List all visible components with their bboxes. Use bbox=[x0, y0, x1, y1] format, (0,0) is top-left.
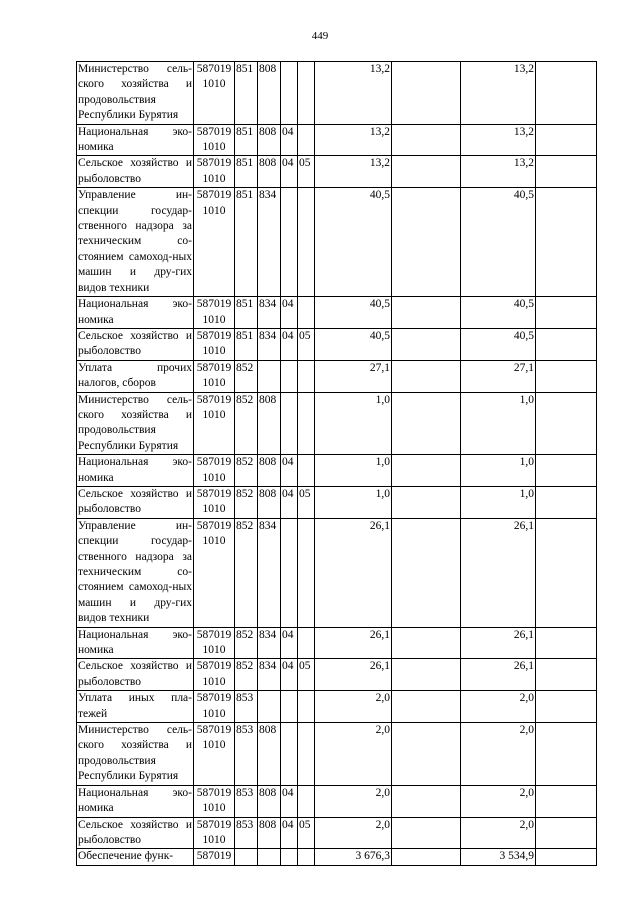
row-empty-cell bbox=[392, 297, 461, 329]
row-code-cell: 587019 1010 bbox=[194, 328, 235, 360]
row-amount2-cell: 13,2 bbox=[461, 62, 536, 125]
table-row bbox=[77, 392, 597, 455]
row-vr-cell: 851 bbox=[235, 62, 258, 125]
row-amount2-cell: 27,1 bbox=[461, 360, 536, 392]
budget-table-body bbox=[77, 62, 597, 866]
row-name-cell: Управление ин-спекции государ-ственного надзора за техническим со-стоянием самоход-ных машин и дру-гих видов техники bbox=[77, 188, 194, 297]
row-code-cell: 587019 1010 bbox=[194, 518, 235, 627]
row-empty-cell bbox=[536, 156, 597, 188]
row-empty-cell bbox=[392, 785, 461, 817]
row-gr-cell bbox=[258, 360, 281, 392]
row-pr-cell bbox=[298, 455, 315, 487]
row-amount2-cell: 40,5 bbox=[461, 328, 536, 360]
row-name-cell: Уплата иных пла-тежей bbox=[77, 691, 194, 723]
row-code-cell: 587019 1010 bbox=[194, 691, 235, 723]
row-name-cell: Сельское хозяйство и рыболовство bbox=[77, 817, 194, 849]
row-empty-cell bbox=[392, 486, 461, 518]
row-amount2-cell: 1,0 bbox=[461, 455, 536, 487]
row-empty-cell bbox=[536, 817, 597, 849]
row-rz-cell bbox=[281, 849, 298, 865]
row-rz-cell bbox=[281, 691, 298, 723]
row-empty-cell bbox=[536, 691, 597, 723]
row-name-cell: Национальная эко-номика bbox=[77, 627, 194, 659]
table-row bbox=[77, 627, 597, 659]
row-vr-cell: 852 bbox=[235, 455, 258, 487]
row-code-cell: 587019 1010 bbox=[194, 156, 235, 188]
row-empty-cell bbox=[536, 188, 597, 297]
row-amount2-cell: 2,0 bbox=[461, 785, 536, 817]
row-gr-cell: 808 bbox=[258, 455, 281, 487]
row-name-cell: Национальная эко-номика bbox=[77, 455, 194, 487]
row-amount1-cell: 1,0 bbox=[315, 486, 392, 518]
row-gr-cell: 834 bbox=[258, 188, 281, 297]
row-empty-cell bbox=[392, 518, 461, 627]
row-gr-cell: 808 bbox=[258, 486, 281, 518]
row-rz-cell: 04 bbox=[281, 328, 298, 360]
row-pr-cell bbox=[298, 691, 315, 723]
row-amount2-cell: 26,1 bbox=[461, 518, 536, 627]
row-pr-cell: 05 bbox=[298, 817, 315, 849]
table-row bbox=[77, 455, 597, 487]
row-vr-cell bbox=[235, 849, 258, 865]
row-name-cell: Сельское хозяйство и рыболовство bbox=[77, 659, 194, 691]
row-name-cell: Сельское хозяйство и рыболовство bbox=[77, 328, 194, 360]
row-rz-cell: 04 bbox=[281, 627, 298, 659]
row-vr-cell: 851 bbox=[235, 297, 258, 329]
row-gr-cell: 808 bbox=[258, 124, 281, 156]
row-name-cell: Национальная эко-номика bbox=[77, 785, 194, 817]
row-pr-cell bbox=[298, 188, 315, 297]
row-rz-cell: 04 bbox=[281, 124, 298, 156]
row-vr-cell: 851 bbox=[235, 328, 258, 360]
row-gr-cell: 834 bbox=[258, 297, 281, 329]
table-row bbox=[77, 62, 597, 125]
row-amount2-cell: 13,2 bbox=[461, 156, 536, 188]
row-code-cell: 587019 1010 bbox=[194, 297, 235, 329]
row-rz-cell: 04 bbox=[281, 156, 298, 188]
row-empty-cell bbox=[392, 817, 461, 849]
row-empty-cell bbox=[536, 723, 597, 786]
row-name-cell: Сельское хозяйство и рыболовство bbox=[77, 156, 194, 188]
row-amount2-cell: 40,5 bbox=[461, 297, 536, 329]
row-code-cell: 587019 1010 bbox=[194, 62, 235, 125]
row-gr-cell: 808 bbox=[258, 723, 281, 786]
row-empty-cell bbox=[536, 328, 597, 360]
row-vr-cell: 853 bbox=[235, 723, 258, 786]
row-pr-cell: 05 bbox=[298, 659, 315, 691]
row-amount2-cell: 26,1 bbox=[461, 627, 536, 659]
row-pr-cell: 05 bbox=[298, 486, 315, 518]
row-amount1-cell: 40,5 bbox=[315, 297, 392, 329]
row-name-cell: Уплата прочих налогов, сборов bbox=[77, 360, 194, 392]
row-amount1-cell: 1,0 bbox=[315, 392, 392, 455]
row-gr-cell: 808 bbox=[258, 156, 281, 188]
row-name-cell: Обеспечение функ- bbox=[77, 849, 194, 865]
row-amount2-cell: 26,1 bbox=[461, 659, 536, 691]
table-row bbox=[77, 156, 597, 188]
row-amount1-cell: 2,0 bbox=[315, 817, 392, 849]
row-code-cell: 587019 1010 bbox=[194, 188, 235, 297]
row-pr-cell bbox=[298, 723, 315, 786]
row-gr-cell: 834 bbox=[258, 659, 281, 691]
table-row bbox=[77, 785, 597, 817]
row-code-cell: 587019 1010 bbox=[194, 627, 235, 659]
row-rz-cell: 04 bbox=[281, 486, 298, 518]
row-amount1-cell: 2,0 bbox=[315, 785, 392, 817]
row-amount2-cell: 2,0 bbox=[461, 691, 536, 723]
table-row bbox=[77, 124, 597, 156]
row-gr-cell: 808 bbox=[258, 817, 281, 849]
row-empty-cell bbox=[392, 360, 461, 392]
table-row bbox=[77, 817, 597, 849]
row-gr-cell: 808 bbox=[258, 785, 281, 817]
row-gr-cell bbox=[258, 849, 281, 865]
row-code-cell: 587019 1010 bbox=[194, 455, 235, 487]
row-pr-cell bbox=[298, 297, 315, 329]
row-vr-cell: 851 bbox=[235, 124, 258, 156]
row-amount1-cell: 3 676,3 bbox=[315, 849, 392, 865]
row-vr-cell: 851 bbox=[235, 188, 258, 297]
page-number: 449 bbox=[311, 30, 329, 42]
row-amount1-cell: 26,1 bbox=[315, 518, 392, 627]
table-row bbox=[77, 188, 597, 297]
row-empty-cell bbox=[392, 188, 461, 297]
row-amount1-cell: 26,1 bbox=[315, 659, 392, 691]
row-empty-cell bbox=[536, 392, 597, 455]
row-name-cell: Национальная эко-номика bbox=[77, 124, 194, 156]
row-vr-cell: 852 bbox=[235, 486, 258, 518]
row-pr-cell bbox=[298, 627, 315, 659]
row-vr-cell: 851 bbox=[235, 156, 258, 188]
row-code-cell: 587019 1010 bbox=[194, 723, 235, 786]
row-code-cell: 587019 1010 bbox=[194, 124, 235, 156]
row-vr-cell: 852 bbox=[235, 627, 258, 659]
row-rz-cell: 04 bbox=[281, 817, 298, 849]
row-vr-cell: 852 bbox=[235, 518, 258, 627]
row-pr-cell bbox=[298, 62, 315, 125]
row-code-cell: 587019 bbox=[194, 849, 235, 865]
row-vr-cell: 853 bbox=[235, 817, 258, 849]
row-pr-cell bbox=[298, 518, 315, 627]
row-amount2-cell: 1,0 bbox=[461, 486, 536, 518]
table-row bbox=[77, 486, 597, 518]
row-pr-cell bbox=[298, 849, 315, 865]
table-row bbox=[77, 691, 597, 723]
row-name-cell: Министерство сель-ского хозяйства и продовольствия Республики Бурятия bbox=[77, 723, 194, 786]
row-gr-cell: 808 bbox=[258, 62, 281, 125]
row-empty-cell bbox=[536, 849, 597, 865]
row-pr-cell bbox=[298, 392, 315, 455]
row-empty-cell bbox=[392, 849, 461, 865]
row-empty-cell bbox=[392, 627, 461, 659]
row-code-cell: 587019 1010 bbox=[194, 817, 235, 849]
row-empty-cell bbox=[536, 486, 597, 518]
row-code-cell: 587019 1010 bbox=[194, 360, 235, 392]
row-vr-cell: 853 bbox=[235, 785, 258, 817]
row-name-cell: Национальная эко-номика bbox=[77, 297, 194, 329]
row-name-cell: Министерство сель-ского хозяйства и продовольствия Республики Бурятия bbox=[77, 62, 194, 125]
table-row bbox=[77, 723, 597, 786]
row-rz-cell: 04 bbox=[281, 785, 298, 817]
row-gr-cell bbox=[258, 691, 281, 723]
row-amount1-cell: 13,2 bbox=[315, 62, 392, 125]
row-empty-cell bbox=[392, 659, 461, 691]
row-amount2-cell: 1,0 bbox=[461, 392, 536, 455]
row-code-cell: 587019 1010 bbox=[194, 785, 235, 817]
table-row bbox=[77, 297, 597, 329]
table-row bbox=[77, 328, 597, 360]
row-empty-cell bbox=[536, 659, 597, 691]
row-rz-cell bbox=[281, 360, 298, 392]
row-empty-cell bbox=[536, 518, 597, 627]
row-vr-cell: 852 bbox=[235, 392, 258, 455]
row-name-cell: Управление ин-спекции государ-ственного надзора за техническим со-стоянием самоход-ных машин и дру-гих видов техники bbox=[77, 518, 194, 627]
row-amount1-cell: 1,0 bbox=[315, 455, 392, 487]
row-rz-cell: 04 bbox=[281, 297, 298, 329]
row-empty-cell bbox=[392, 328, 461, 360]
row-amount1-cell: 13,2 bbox=[315, 124, 392, 156]
row-empty-cell bbox=[392, 62, 461, 125]
budget-table bbox=[76, 61, 597, 866]
row-amount1-cell: 27,1 bbox=[315, 360, 392, 392]
row-pr-cell: 05 bbox=[298, 328, 315, 360]
row-rz-cell: 04 bbox=[281, 659, 298, 691]
table-row bbox=[77, 360, 597, 392]
row-empty-cell bbox=[392, 691, 461, 723]
row-amount2-cell: 13,2 bbox=[461, 124, 536, 156]
row-gr-cell: 808 bbox=[258, 392, 281, 455]
row-empty-cell bbox=[392, 156, 461, 188]
row-code-cell: 587019 1010 bbox=[194, 486, 235, 518]
row-empty-cell bbox=[536, 455, 597, 487]
row-pr-cell: 05 bbox=[298, 156, 315, 188]
row-rz-cell bbox=[281, 188, 298, 297]
table-row bbox=[77, 518, 597, 627]
row-empty-cell bbox=[392, 124, 461, 156]
row-empty-cell bbox=[392, 392, 461, 455]
row-gr-cell: 834 bbox=[258, 627, 281, 659]
row-gr-cell: 834 bbox=[258, 328, 281, 360]
row-amount2-cell: 40,5 bbox=[461, 188, 536, 297]
row-code-cell: 587019 1010 bbox=[194, 392, 235, 455]
row-amount2-cell: 3 534,9 bbox=[461, 849, 536, 865]
row-pr-cell bbox=[298, 785, 315, 817]
row-name-cell: Министерство сель-ского хозяйства и продовольствия Республики Бурятия bbox=[77, 392, 194, 455]
row-gr-cell: 834 bbox=[258, 518, 281, 627]
row-empty-cell bbox=[536, 124, 597, 156]
row-amount1-cell: 26,1 bbox=[315, 627, 392, 659]
table-row bbox=[77, 849, 597, 865]
row-amount1-cell: 2,0 bbox=[315, 691, 392, 723]
row-empty-cell bbox=[536, 785, 597, 817]
row-amount1-cell: 40,5 bbox=[315, 328, 392, 360]
row-amount1-cell: 2,0 bbox=[315, 723, 392, 786]
table-row bbox=[77, 659, 597, 691]
row-empty-cell bbox=[536, 360, 597, 392]
row-empty-cell bbox=[392, 723, 461, 786]
row-vr-cell: 853 bbox=[235, 691, 258, 723]
row-amount1-cell: 40,5 bbox=[315, 188, 392, 297]
row-rz-cell bbox=[281, 518, 298, 627]
row-name-cell: Сельское хозяйство и рыболовство bbox=[77, 486, 194, 518]
row-rz-cell bbox=[281, 392, 298, 455]
row-vr-cell: 852 bbox=[235, 659, 258, 691]
row-amount2-cell: 2,0 bbox=[461, 817, 536, 849]
row-empty-cell bbox=[536, 297, 597, 329]
row-amount2-cell: 2,0 bbox=[461, 723, 536, 786]
row-empty-cell bbox=[536, 627, 597, 659]
row-code-cell: 587019 1010 bbox=[194, 659, 235, 691]
row-empty-cell bbox=[392, 455, 461, 487]
row-rz-cell bbox=[281, 62, 298, 125]
row-amount1-cell: 13,2 bbox=[315, 156, 392, 188]
row-empty-cell bbox=[536, 62, 597, 125]
row-pr-cell bbox=[298, 360, 315, 392]
row-vr-cell: 852 bbox=[235, 360, 258, 392]
row-rz-cell bbox=[281, 723, 298, 786]
row-pr-cell bbox=[298, 124, 315, 156]
row-rz-cell: 04 bbox=[281, 455, 298, 487]
